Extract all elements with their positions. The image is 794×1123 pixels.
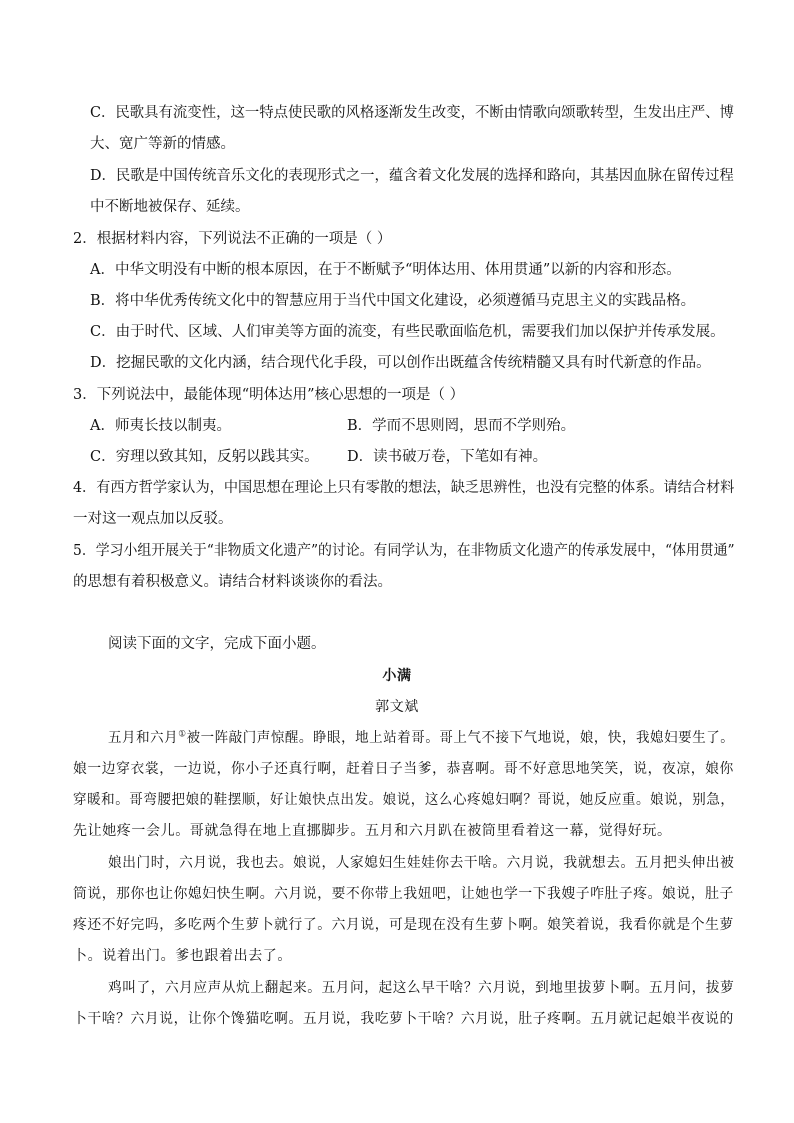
q4-line1: 4．有西方哲学家认为，中国思想在理论上只有零散的想法，缺乏思辨性，也没有完整的体系。请结合材料	[73, 480, 735, 496]
passage-p3-line1: 鸡叫了，六月应声从炕上翻起来。五月问，起这么早干啥？六月说，到地里拔萝卜啊。五月问，拔萝	[108, 980, 735, 996]
passage-title: 小满	[382, 668, 412, 684]
passage-p1-line1	[108, 728, 734, 748]
q2-option-c: C．由于时代、区域、人们审美等方面的流变，有些民歌面临危机，需要我们加以保护并传承发展。	[90, 324, 725, 340]
q2-option-a: A．中华文明没有中断的根本原因，在于不断赋予“明体达用、体用贯通”以新的内容和形态。	[90, 262, 681, 278]
q2-option-d: D．挖掘民歌的文化内涵，结合现代化手段，可以创作出既蕴含传统精髓又具有时代新意的作品。	[90, 355, 711, 371]
q3-option-b: B．学而不思则罔，思而不学则殆。	[347, 418, 576, 434]
passage-p2-line1: 娘出门时，六月说，我也去。娘说，人家媳妇生娃娃你去干啥。六月说，我就想去。五月把头伸出被	[108, 855, 735, 871]
passage-p2-line2: 筒说，那你也让你媳妇快生啊。六月说，要不你带上我妞吧，让她也学一下我嫂子咋肚子疼。娘说，肚子	[73, 886, 734, 902]
passage-p1-line1-start: 五月和六月	[108, 730, 179, 746]
reading-instruction: 阅读下面的文字，完成下面小题。	[108, 636, 326, 652]
passage-p3-line2: 卜干啥？六月说，让你个馋猫吃啊。五月说，我吃萝卜干啥？六月说，肚子疼啊。五月就记起娘半夜说的	[73, 1011, 734, 1027]
q3-option-c: C．穷理以致其知，反躬以践其实。	[90, 449, 319, 465]
q1-option-d-line1: D．民歌是中国传统音乐文化的表现形式之一，蕴含着文化发展的选择和路向，其基因血脉在留传过程	[90, 168, 734, 184]
q1-option-d-line2: 中不断地被保存、延续。	[90, 199, 250, 215]
footnote-marker: ①	[178, 729, 187, 740]
passage-p1-line2: 娘一边穿衣裳，一边说，你小子还真行啊，赶着日子当爹，恭喜啊。哥不好意思地笑笑，说，夜凉，娘你	[73, 761, 734, 777]
passage-p1-line3: 穿暖和。哥弯腰把娘的鞋摆顺，好让娘快点出发。娘说，这么心疼媳妇啊？哥说，她反应重。娘说，别急，	[73, 792, 735, 808]
passage-p2-line3: 疼还不好完吗，多吃两个生萝卜就行了。六月说，可是现在没有生萝卜啊。娘笑着说，我看你就是个生萝	[73, 917, 734, 933]
q5-line2: 的思想有着积极意义。请结合材料谈谈你的看法。	[73, 574, 392, 590]
q1-option-c-line1: C．民歌具有流变性，这一特点使民歌的风格逐渐发生改变，不断由情歌向颂歌转型，生发出庄严、博	[90, 105, 734, 121]
q4-line2: 一对这一观点加以反驳。	[73, 511, 233, 527]
passage-p1-line1-rest: 被一阵敲门声惊醒。睁眼，地上站着哥。哥上气不接下气地说，娘，快，我媳妇要生了。	[186, 730, 735, 746]
q3-stem: 3．下列说法中，最能体现“明体达用”核心思想的一项是（ ）	[73, 387, 465, 403]
q3-option-a: A．师夷长技以制夷。	[90, 418, 231, 434]
passage-p1-line4: 先让她疼一会儿。哥就急得在地上直挪脚步。五月和六月趴在被筒里看着这一幕，觉得好玩。	[73, 823, 672, 839]
q2-option-b: B．将中华优秀传统文化中的智慧应用于当代中国文化建设，必须遵循马克思主义的实践品格。	[90, 293, 696, 309]
q1-option-c-line2: 大、宽广等新的情感。	[90, 136, 235, 152]
q3-option-d: D．读书破万卷，下笔如有神。	[347, 449, 548, 465]
passage-author: 郭文斌	[375, 699, 419, 715]
passage-p2-line4: 卜。说着出门。爹也跟着出去了。	[73, 948, 292, 964]
q2-stem: 2．根据材料内容，下列说法不正确的一项是（ ）	[73, 231, 392, 247]
q5-line1: 5．学习小组开展关于“非物质文化遗产”的讨论。有同学认为，在非物质文化遗产的传承发展中，“体用贯通”	[73, 543, 735, 559]
